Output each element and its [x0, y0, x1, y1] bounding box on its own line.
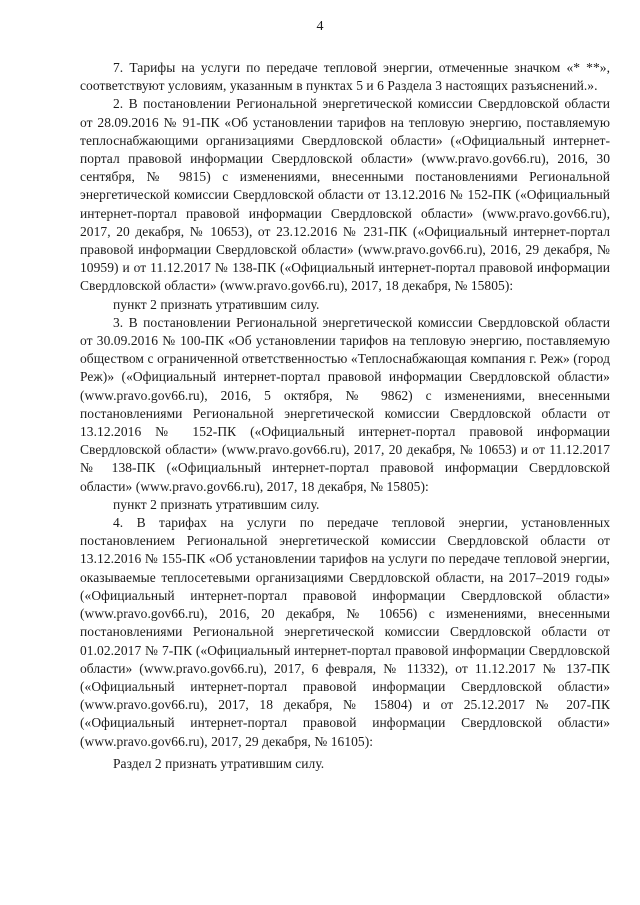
document-body: [80, 59, 610, 773]
page-number: 4: [316, 19, 324, 34]
paragraph-section-2-resolution-91pk: 2. В постановлении Региональной энергетической комиссии Свердловской области от 28.09.2016 № 91-ПК «Об установлении тарифов на тепловую энергию, поставляемую теплоснабжающими организациями Свердловской области» («Официальный интернет-портал правовой информации Свердловской области» (www.pravo.gov66.ru), 2016, 30 сентября, № 9815) с изменениями, внесенными постановлениями Региональной энергетической комиссии Свердловской области от 13.12.2016 № 152-ПК («Официальный интернет-портал правовой информации Свердловской области» (www.pravo.gov66.ru), 2017, 20 декабря, № 10653), от 23.12.2016 № 231-ПК («Официальный интернет-портал правовой информации Свердловской области» (www.pravo.gov66.ru), 2016, 29 декабря, № 10959) и от 11.12.2017 № 138-ПК («Официальный интернет-портал правовой информации Свердловской области» (www.pravo.gov66.ru), 2017, 18 декабря, № 15805):: [80, 96, 610, 294]
paragraph-item-7-tariffs-note: 7. Тарифы на услуги по передаче тепловой энергии, отмеченные значком «* **», соответствуют условиям, указанным в пунктах 5 и 6 Раздела 3 настоящих разъяснений.».: [80, 60, 610, 94]
paragraph-section-3-action: пункт 2 признать утратившим силу.: [113, 496, 320, 512]
paragraph-section-2-action: пункт 2 признать утратившим силу.: [113, 296, 320, 312]
paragraph-section-4-resolution-155pk: 4. В тарифах на услуги по передаче тепловой энергии, установленных постановлением Региональной энергетической комиссии Свердловской области от 13.12.2016 № 155-ПК «Об установлении тарифов на услуги по передаче тепловой энергии, оказываемые теплосетевыми организациями Свердловской области, на 2017–2019 годы» («Официальный интернет-портал правовой информации Свердловской области» (www.pravo.gov66.ru), 2016, 20 декабря, № 10656) с изменениями, внесенными постановлениями Региональной энергетической комиссии Свердловской области от 01.02.2017 № 7-ПК («Официальный интернет-портал правовой информации Свердловской области» (www.pravo.gov66.ru), 2017, 6 февраля, № 11332), от 11.12.2017 № 137-ПК («Официальный интернет-портал правовой информации Свердловской области» (www.pravo.gov66.ru), 2017, 18 декабря, № 15804) и от 25.12.2017 № 207-ПК («Официальный интернет-портал правовой информации Свердловской области» (www.pravo.gov66.ru), 2017, 29 декабря, № 16105):: [80, 515, 610, 749]
paragraph-section-4-action: Раздел 2 признать утратившим силу.: [113, 755, 325, 771]
paragraph-section-3-resolution-100pk: 3. В постановлении Региональной энергетической комиссии Свердловской области от 30.09.2016 № 100-ПК «Об установлении тарифов на тепловую энергию, поставляемую обществом с ограниченной ответственностью «Теплоснабжающая компания г. Реж» (город Реж)» («Официальный интернет-портал правовой информации Свердловской области» (www.pravo.gov66.ru), 2016, 5 октября, № 9862) с изменениями, внесенными постановлениями Региональной энергетической комиссии Свердловской области от 13.12.2016 № 152-ПК («Официальный интернет-портал правовой информации Свердловской области» (www.pravo.gov66.ru), 2017, 20 декабря, № 10653) и от 11.12.2017 № 138-ПК («Официальный интернет-портал правовой информации Свердловской области» (www.pravo.gov66.ru), 2017, 18 декабря, № 15805):: [80, 314, 610, 494]
